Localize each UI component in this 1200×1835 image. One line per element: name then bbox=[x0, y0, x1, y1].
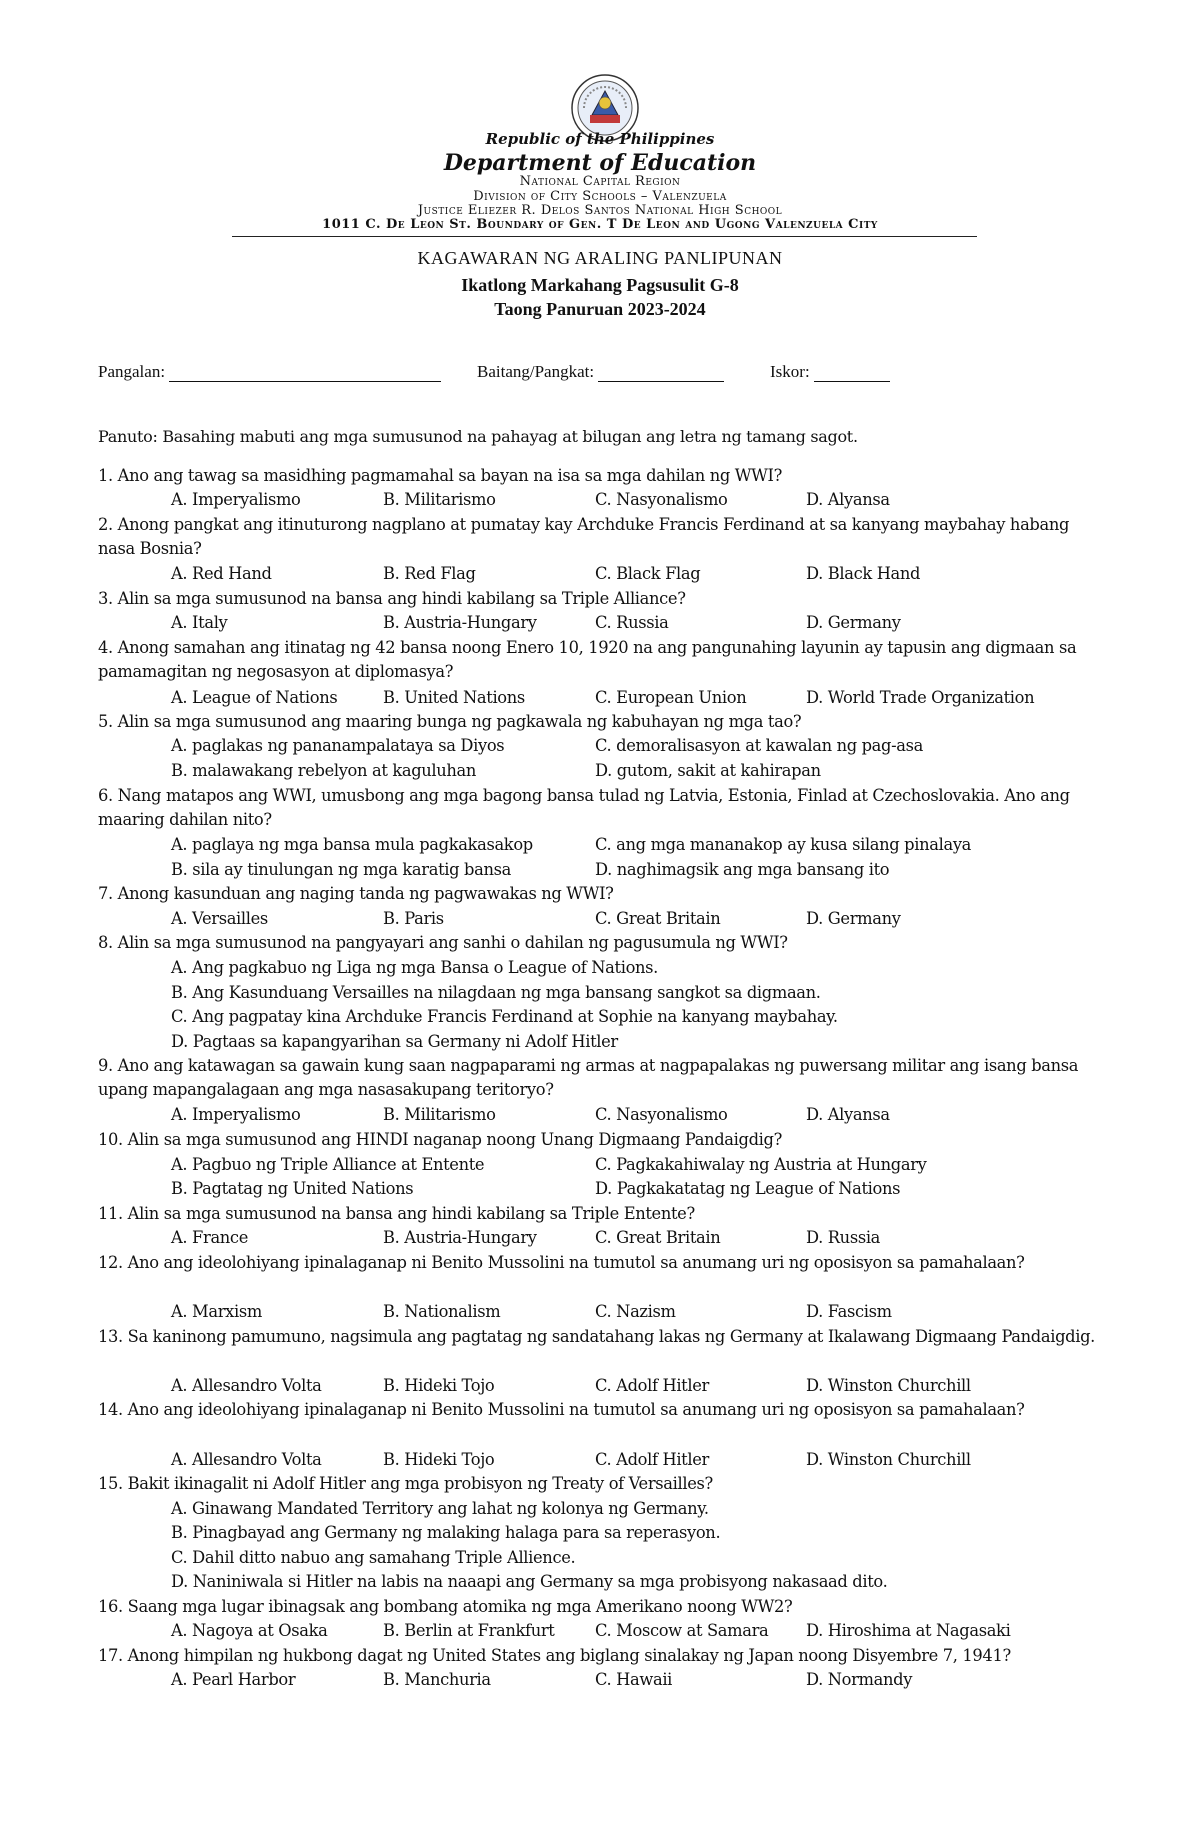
answer-choice[interactable]: C. demoralisasyon at kawalan ng pag-asa bbox=[595, 736, 923, 755]
answer-choice[interactable]: C. Adolf Hitler bbox=[595, 1376, 709, 1395]
question-12: 12. Ano ang ideolohiyang ipinalaganap ni Benito Mussolini na tumutol sa anumang uri ng oposisyon sa pamahalaan? bbox=[98, 1253, 1025, 1272]
answer-choice[interactable]: A. Pearl Harbor bbox=[171, 1670, 296, 1689]
answer-choice[interactable]: B. Hideki Tojo bbox=[383, 1450, 495, 1469]
answer-choice[interactable]: D. Pagkakatatag ng League of Nations bbox=[595, 1179, 901, 1198]
answer-choice[interactable]: B. Manchuria bbox=[383, 1670, 491, 1689]
answer-choice[interactable]: C. Moscow at Samara bbox=[595, 1621, 769, 1640]
answer-choice[interactable]: D. Black Hand bbox=[806, 564, 921, 583]
answer-choice[interactable]: B. Militarismo bbox=[383, 490, 496, 509]
letterhead-republic: Republic of the Philippines bbox=[485, 130, 715, 148]
answer-choice[interactable]: C. European Union bbox=[595, 688, 747, 707]
answer-choice[interactable]: B. Pagtatag ng United Nations bbox=[171, 1179, 414, 1198]
answer-choice[interactable]: A. Marxism bbox=[171, 1302, 262, 1321]
question-1: 1. Ano ang tawag sa masidhing pagmamahal sa bayan na isa sa mga dahilan ng WWI? bbox=[98, 466, 782, 485]
answer-choice[interactable]: B. Red Flag bbox=[383, 564, 476, 583]
answer-choice[interactable]: A. Nagoya at Osaka bbox=[171, 1621, 328, 1640]
letterhead-division: Division of City Schools – Valenzuela bbox=[473, 189, 727, 204]
name-field[interactable] bbox=[169, 364, 441, 382]
answer-choice[interactable]: D. Russia bbox=[806, 1228, 881, 1247]
question-14: 14. Ano ang ideolohiyang ipinalaganap ni Benito Mussolini na tumutol sa anumang uri ng oposisyon sa pamahalaan? bbox=[98, 1400, 1025, 1419]
score-field[interactable] bbox=[814, 364, 890, 382]
question-4: 4. Anong samahan ang itinatag ng 42 bansa noong Enero 10, 1920 na ang pangunahing layunin ay tapusin ang digmaan sa pamamagitan ng negosasyon at diplomasya? bbox=[98, 638, 1077, 681]
answer-choice[interactable]: A. League of Nations bbox=[171, 688, 338, 707]
school-year: Taong Panuruan 2023-2024 bbox=[494, 299, 706, 319]
question-6: 6. Nang matapos ang WWI, umusbong ang mga bagong bansa tulad ng Latvia, Estonia, Finlad at Czechoslovakia. Ano ang maaring dahilan nito? bbox=[98, 786, 1070, 829]
answer-choice[interactable]: B. Austria-Hungary bbox=[383, 613, 537, 632]
answer-choice[interactable]: B. Paris bbox=[383, 909, 444, 928]
question-3: 3. Alin sa mga sumusunod na bansa ang hindi kabilang sa Triple Alliance? bbox=[98, 589, 686, 608]
letterhead-divider bbox=[232, 236, 977, 237]
subject-title: KAGAWARAN NG ARALING PANLIPUNAN bbox=[417, 248, 783, 268]
answer-choice[interactable]: A. Ang pagkabuo ng Liga ng mga Bansa o League of Nations. bbox=[171, 958, 659, 977]
answer-choice[interactable]: D. Alyansa bbox=[806, 490, 890, 509]
answer-choice[interactable]: C. Nasyonalismo bbox=[595, 1105, 728, 1124]
answer-choice[interactable]: D. Normandy bbox=[806, 1670, 913, 1689]
letterhead-school: Justice Eliezer R. Delos Santos National High School bbox=[417, 203, 783, 218]
answer-choice[interactable]: A. Red Hand bbox=[171, 564, 272, 583]
answer-choice[interactable]: D. Alyansa bbox=[806, 1105, 890, 1124]
question-5: 5. Alin sa mga sumusunod ang maaring bunga ng pagkawala ng kabuhayan ng mga tao? bbox=[98, 712, 802, 731]
answer-choice[interactable]: B. United Nations bbox=[383, 688, 525, 707]
question-2: 2. Anong pangkat ang itinuturong nagplano at pumatay kay Archduke Francis Ferdinand at sa kanyang maybahay habang nasa Bosnia? bbox=[98, 515, 1070, 558]
answer-choice[interactable]: D. Naniniwala si Hitler na labis na naaapi ang Germany sa mga probisyong nakasaad dito. bbox=[171, 1572, 888, 1591]
question-16: 16. Saang mga lugar ibinagsak ang bombang atomika ng mga Amerikano noong WW2? bbox=[98, 1597, 793, 1616]
letterhead-region: National Capital Region bbox=[519, 174, 681, 189]
answer-choice[interactable]: D. naghimagsik ang mga bansang ito bbox=[595, 860, 890, 879]
answer-choice[interactable]: B. malawakang rebelyon at kaguluhan bbox=[171, 761, 477, 780]
question-9: 9. Ano ang katawagan sa gawain kung saan nagpaparami ng armas at nagpapalakas ng puwersang militar ang isang bansa upang mapangalagaan ang mga nasasakupang teritoryo? bbox=[98, 1056, 1079, 1099]
answer-choice[interactable]: C. Dahil ditto nabuo ang samahang Triple Allience. bbox=[171, 1548, 576, 1567]
name-label: Pangalan: bbox=[98, 362, 166, 381]
answer-choice[interactable]: A. paglaya ng mga bansa mula pagkakasakop bbox=[171, 835, 533, 854]
letterhead-department: Department of Education bbox=[443, 150, 757, 176]
question-11: 11. Alin sa mga sumusunod na bansa ang hindi kabilang sa Triple Entente? bbox=[98, 1204, 695, 1223]
answer-choice[interactable]: A. Allesandro Volta bbox=[171, 1376, 322, 1395]
answer-choice[interactable]: A. Imperyalismo bbox=[171, 1105, 301, 1124]
answer-choice[interactable]: C. Great Britain bbox=[595, 1228, 721, 1247]
answer-choice[interactable]: D. Fascism bbox=[806, 1302, 892, 1321]
answer-choice[interactable]: C. Adolf Hitler bbox=[595, 1450, 709, 1469]
answer-choice[interactable]: B. Berlin at Frankfurt bbox=[383, 1621, 555, 1640]
answer-choice[interactable]: D. gutom, sakit at kahirapan bbox=[595, 761, 821, 780]
grade-section-field[interactable] bbox=[598, 364, 724, 382]
question-13: 13. Sa kaninong pamumuno, nagsimula ang pagtatag ng sandatahang lakas ng Germany at Ikalawang Digmaang Pandaigdig. bbox=[98, 1327, 1095, 1346]
instructions: Panuto: Basahing mabuti ang mga sumusunod na pahayag at bilugan ang letra ng tamang sagot. bbox=[98, 427, 858, 446]
answer-choice[interactable]: D. Winston Churchill bbox=[806, 1450, 971, 1469]
answer-choice[interactable]: A. Allesandro Volta bbox=[171, 1450, 322, 1469]
grade-label: Baitang/Pangkat: bbox=[477, 362, 595, 381]
answer-choice[interactable]: A. Ginawang Mandated Territory ang lahat ng kolonya ng Germany. bbox=[171, 1499, 709, 1518]
letterhead-address: 1011 C. De Leon St. Boundary of Gen. T De Leon and Ugong Valenzuela City bbox=[322, 217, 878, 232]
score-label: Iskor: bbox=[770, 362, 810, 381]
answer-choice[interactable]: A. Pagbuo ng Triple Alliance at Entente bbox=[171, 1155, 485, 1174]
answer-choice[interactable]: C. Great Britain bbox=[595, 909, 721, 928]
question-17: 17. Anong himpilan ng hukbong dagat ng United States ang biglang sinalakay ng Japan noong Disyembre 7, 1941? bbox=[98, 1646, 1011, 1665]
answer-choice[interactable]: D. Hiroshima at Nagasaki bbox=[806, 1621, 1011, 1640]
answer-choice[interactable]: D. World Trade Organization bbox=[806, 688, 1035, 707]
answer-choice[interactable]: B. sila ay tinulungan ng mga karatig bansa bbox=[171, 860, 511, 879]
question-10: 10. Alin sa mga sumusunod ang HINDI naganap noong Unang Digmaang Pandaigdig? bbox=[98, 1130, 782, 1149]
question-8: 8. Alin sa mga sumusunod na pangyayari ang sanhi o dahilan ng pagusumula ng WWI? bbox=[98, 933, 788, 952]
answer-choice[interactable]: B. Austria-Hungary bbox=[383, 1228, 537, 1247]
answer-choice[interactable]: D. Germany bbox=[806, 613, 901, 632]
answer-choice[interactable]: B. Nationalism bbox=[383, 1302, 501, 1321]
answer-choice[interactable]: D. Germany bbox=[806, 909, 901, 928]
answer-choice[interactable]: A. paglakas ng pananampalataya sa Diyos bbox=[171, 736, 505, 755]
answer-choice[interactable]: C. Pagkakahiwalay ng Austria at Hungary bbox=[595, 1155, 927, 1174]
answer-choice[interactable]: B. Militarismo bbox=[383, 1105, 496, 1124]
answer-choice[interactable]: D. Pagtaas sa kapangyarihan sa Germany ni Adolf Hitler bbox=[171, 1032, 618, 1051]
answer-choice[interactable]: C. Hawaii bbox=[595, 1670, 673, 1689]
answer-choice[interactable]: A. Versailles bbox=[171, 909, 268, 928]
answer-choice[interactable]: D. Winston Churchill bbox=[806, 1376, 971, 1395]
answer-choice[interactable]: C. Ang pagpatay kina Archduke Francis Ferdinand at Sophie na kanyang maybahay. bbox=[171, 1007, 838, 1026]
answer-choice[interactable]: B. Hideki Tojo bbox=[383, 1376, 495, 1395]
answer-choice[interactable]: C. Nazism bbox=[595, 1302, 676, 1321]
answer-choice[interactable]: C. Russia bbox=[595, 613, 669, 632]
question-15: 15. Bakit ikinagalit ni Adolf Hitler ang mga probisyon ng Treaty of Versailles? bbox=[98, 1474, 713, 1493]
answer-choice[interactable]: C. Black Flag bbox=[595, 564, 701, 583]
exam-title: Ikatlong Markahang Pagsusulit G-8 bbox=[461, 275, 739, 295]
answer-choice[interactable]: A. Italy bbox=[171, 613, 228, 632]
question-7: 7. Anong kasunduan ang naging tanda ng pagwawakas ng WWI? bbox=[98, 884, 614, 903]
answer-choice[interactable]: C. ang mga mananakop ay kusa silang pinalaya bbox=[595, 835, 972, 854]
answer-choice[interactable]: B. Ang Kasunduang Versailles na nilagdaan ng mga bansang sangkot sa digmaan. bbox=[171, 983, 821, 1002]
answer-choice[interactable]: A. Imperyalismo bbox=[171, 490, 301, 509]
answer-choice[interactable]: B. Pinagbayad ang Germany ng malaking halaga para sa reperasyon. bbox=[171, 1523, 721, 1542]
answer-choice[interactable]: A. France bbox=[171, 1228, 248, 1247]
answer-choice[interactable]: C. Nasyonalismo bbox=[595, 490, 728, 509]
